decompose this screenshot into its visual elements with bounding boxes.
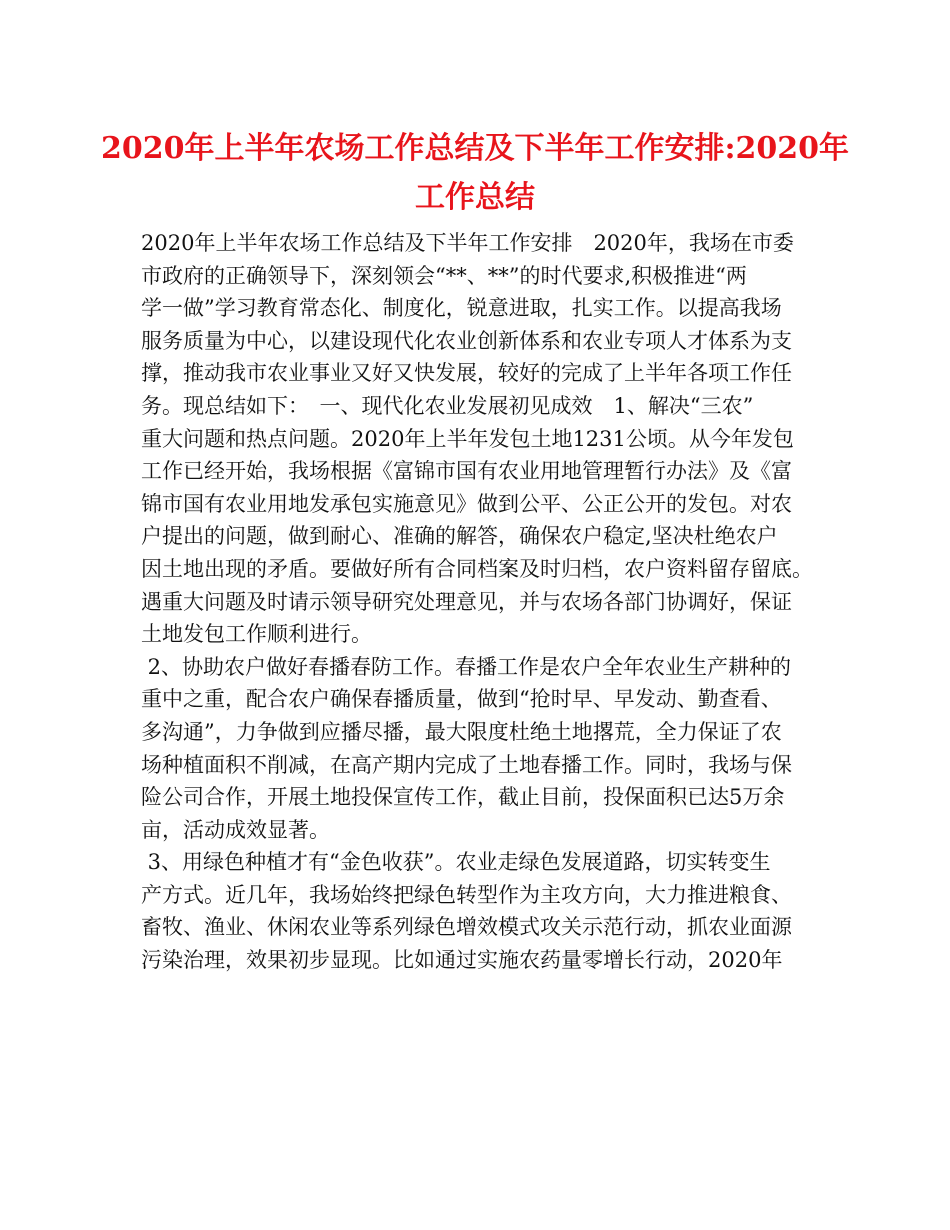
body-line: 撑，推动我市农业事业又好又快发展，较好的完成了上半年各项工作任 bbox=[141, 361, 792, 386]
title-line-1: 2020年上半年农场工作总结及下半年工作安排:2020年 bbox=[100, 131, 850, 166]
document-body bbox=[141, 227, 831, 977]
body-line: 学一做”学习教育常态化、制度化，锐意进取，扎实工作。以提高我场 bbox=[141, 296, 782, 321]
body-line: 多沟通”，力争做到应播尽播，最大限度杜绝土地撂荒，全力保证了农 bbox=[141, 719, 782, 744]
body-line: 亩，活动成效显著。 bbox=[141, 817, 330, 842]
body-line: 场种植面积不削减，在高产期内完成了土地春播工作。同时，我场与保 bbox=[141, 752, 792, 777]
body-line: 污染治理，效果初步显现。比如通过实施农药量零增长行动，2020年 bbox=[141, 948, 783, 973]
body-line: 因土地出现的矛盾。要做好所有合同档案及时归档，农户资料留存留底。 bbox=[141, 556, 813, 581]
body-line: 重中之重，配合农户确保春播质量，做到“抢时早、早发动、勤查看、 bbox=[141, 687, 782, 712]
body-line: 市政府的正确领导下，深刻领会“**、**”的时代要求,积极推进“两 bbox=[141, 263, 747, 288]
body-line: 土地发包工作顺利进行。 bbox=[141, 622, 372, 647]
body-line: 务。现总结如下： 一、现代化农业发展初见成效 1、解决“三农” bbox=[141, 393, 754, 418]
body-line: 2、协助农户做好春播春防工作。春播工作是农户全年农业生产耕种的 bbox=[141, 654, 792, 679]
body-line: 户提出的问题，做到耐心、准确的解答，确保农户稳定,坚决杜绝农户 bbox=[141, 524, 778, 549]
body-line: 产方式。近几年，我场始终把绿色转型作为主攻方向，大力推进粮食、 bbox=[141, 882, 792, 907]
body-line: 锦市国有农业用地发承包实施意见》做到公平、公正公开的发包。对农 bbox=[141, 491, 792, 516]
body-line: 2020年上半年农场工作总结及下半年工作安排 2020年，我场在市委 bbox=[141, 231, 794, 255]
document-title bbox=[100, 124, 850, 222]
body-line: 险公司合作，开展土地投保宣传工作，截止目前，投保面积已达5万余 bbox=[141, 785, 785, 810]
body-line: 3、用绿色种植才有“金色收获”。农业走绿色发展道路，切实转变生 bbox=[141, 850, 771, 875]
title-line-2: 工作总结 bbox=[415, 180, 535, 215]
body-line: 畜牧、渔业、休闲农业等系列绿色增效模式攻关示范行动，抓农业面源 bbox=[141, 915, 792, 940]
body-line: 重大问题和热点问题。2020年上半年发包土地1231公顷。从今年发包 bbox=[141, 426, 794, 451]
body-line: 遇重大问题及时请示领导研究处理意见，并与农场各部门协调好，保证 bbox=[141, 589, 792, 614]
body-line: 工作已经开始，我场根据《富锦市国有农业用地管理暂行办法》及《富 bbox=[141, 459, 792, 484]
body-line: 服务质量为中心，以建设现代化农业创新体系和农业专项人才体系为支 bbox=[141, 328, 792, 353]
